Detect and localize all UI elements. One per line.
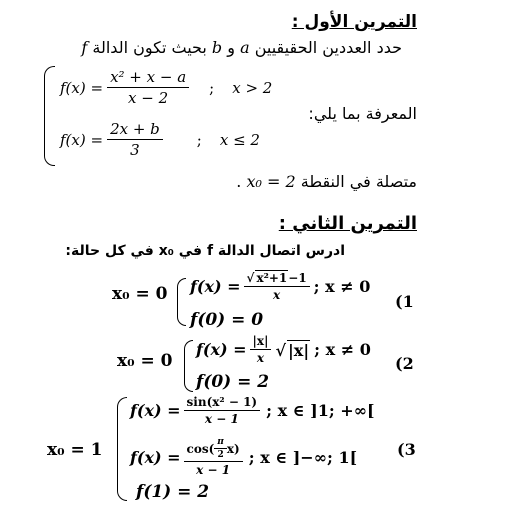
ex1-case-2 [60,120,260,159]
item-1-lhs: f(x) = [190,276,241,296]
intro-text: حدد العددين الحقيقيين [254,38,402,57]
item-3-numerator-1: sin(x² − 1) [184,395,261,411]
item-2-condition: ; x ≠ 0 [314,340,371,359]
case-2-denominator: 3 [130,141,140,159]
item-2-brace [184,340,193,392]
item-3-pi-fraction [214,437,227,460]
exercise-1-intro [81,38,402,57]
case-2-numerator: 2x + b [107,120,163,140]
item-2-denominator: x [256,351,265,365]
item-1-numerator: √ x²+1−1 [244,270,310,287]
item-3-pi: π [214,437,227,449]
case-2-separator: ; [196,130,202,149]
function-name: f [81,38,88,57]
item-1-numerator-tail: −1 [288,271,307,285]
piecewise-brace [44,66,55,166]
case-1-fraction [107,68,189,107]
item-3-numerator-2 [184,437,243,462]
param-a: a [240,38,250,57]
continuity-text: متصلة في النقطة [300,172,417,191]
end-dot: . [236,172,242,191]
exercise-2-title: التمرين الثاني : [278,213,417,234]
item-1-number: (1 [395,292,414,311]
continuity-line [236,172,417,191]
exercise-1-title: التمرين الأول : [291,12,417,32]
item-2-fraction [250,334,272,365]
item-1-denominator: x [273,288,281,302]
item-2-lhs: f(x) = [196,340,247,359]
item-3-x0: x₀ = 1 [47,440,103,460]
case-1-separator: ; [209,78,215,97]
and-word: و [227,38,235,57]
item-2-radicand: |x| [287,340,310,360]
continuity-point: x₀ = 2 [246,172,296,191]
param-b: b [211,38,223,57]
case-2-condition: x ≤ 2 [219,130,260,149]
item-3-denominator-1: x − 1 [204,412,239,426]
item-3-condition-1: ; x ∈ ]1; +∞[ [266,401,375,420]
item-3-condition-2: ; x ∈ ]−∞; 1[ [248,447,358,467]
item-2-sqrt: √ |x| [275,340,310,360]
item-3-line-3: f(1) = 2 [136,482,210,502]
item-1-line-1 [190,270,370,302]
item-2-line-1 [196,334,371,365]
case-1-condition: x > 2 [232,78,273,97]
exercise-2-instruction: ادرس اتصال الدالة f في x₀ في كل حالة: [65,243,345,259]
item-3-brace [117,397,127,501]
item-3-cos-close: x) [226,441,240,456]
item-3-two: 2 [217,450,224,460]
item-2-x0: x₀ = 0 [117,351,173,371]
item-3-lhs-1: f(x) = [130,401,181,420]
case-2-lhs: f(x) = [60,130,104,149]
case-1-lhs: f(x) = [60,78,104,97]
item-2-number: (2 [395,354,414,373]
item-3-lhs-2: f(x) = [130,447,181,467]
item-1-condition: ; x ≠ 0 [313,276,371,296]
ex1-case-1 [60,68,272,107]
item-1-x0: x₀ = 0 [112,284,168,304]
item-3-number: (3 [397,440,416,459]
case-2-fraction [107,120,163,159]
defined-by-text: المعرفة بما يلي: [308,104,417,123]
item-3-line-2 [130,437,357,477]
item-1-brace [177,278,186,326]
item-3-denominator-2: x − 1 [196,463,231,477]
item-1-fraction [244,270,310,302]
item-3-fraction-1 [184,395,261,426]
item-2-numerator: |x| [250,334,272,350]
item-3-cos-open: cos( [186,441,215,456]
item-2-line-2: f(0) = 2 [196,372,270,392]
case-1-numerator: x² + x − a [107,68,189,88]
intro-text-b: بحيث تكون الدالة [92,38,207,57]
item-3-fraction-2 [184,437,243,477]
case-1-denominator: x − 2 [128,89,169,107]
item-1-radicand: x²+1 [256,271,288,285]
item-1-line-2: f(0) = 0 [190,310,264,330]
item-3-line-1 [130,395,375,426]
